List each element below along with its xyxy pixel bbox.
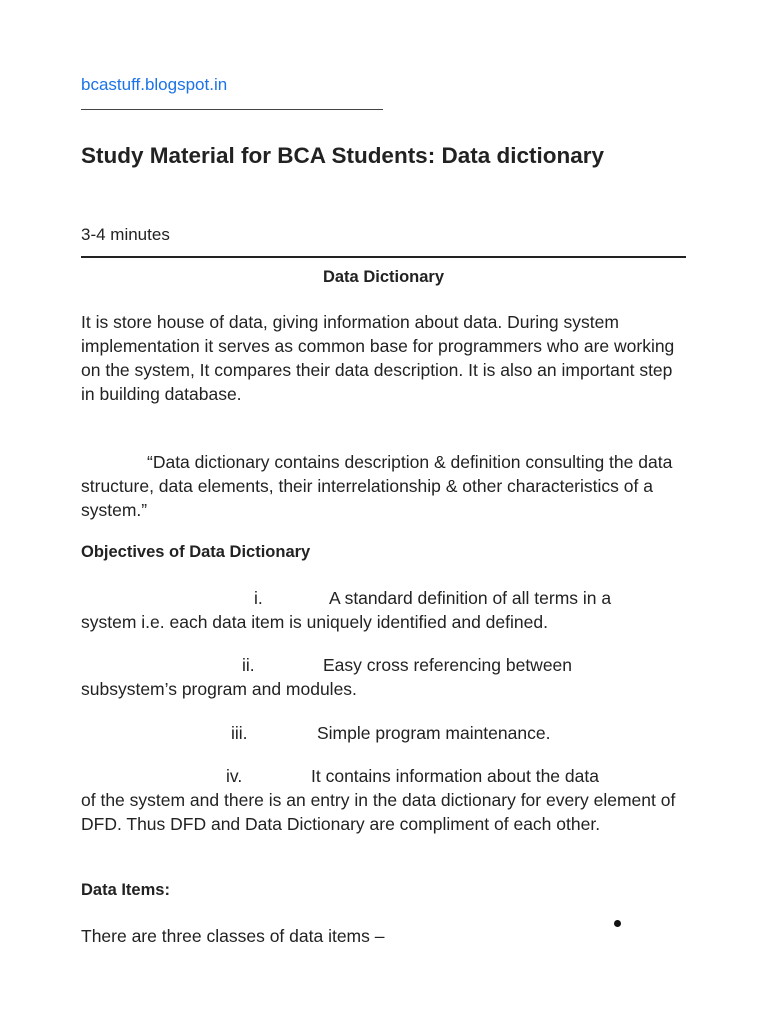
read-time: 3-4 minutes xyxy=(81,225,170,244)
quote-paragraph xyxy=(81,450,686,522)
page-title: Study Material for BCA Students: Data dictionary xyxy=(81,143,604,168)
objective-text-continued: system i.e. each data item is uniquely identified and defined. xyxy=(81,612,548,632)
header-divider xyxy=(81,256,686,258)
objective-number: iv. xyxy=(226,766,243,786)
objective-text: It contains information about the data xyxy=(311,766,599,786)
section-heading-data-dictionary: Data Dictionary xyxy=(322,268,445,286)
objective-number: ii. xyxy=(242,655,255,675)
bullet-dot xyxy=(614,920,621,927)
objective-text: A standard definition of all terms in a xyxy=(329,588,612,608)
link-divider xyxy=(81,109,383,110)
data-items-heading: Data Items: xyxy=(81,881,170,899)
objectives-heading: Objectives of Data Dictionary xyxy=(81,543,311,561)
site-link[interactable]: bcastuff.blogspot.in xyxy=(81,75,228,94)
objective-item xyxy=(81,653,686,701)
objective-item xyxy=(81,586,686,634)
objective-text-continued: subsystem’s program and modules. xyxy=(81,679,357,699)
objective-item xyxy=(81,721,686,745)
objective-text-continued: of the system and there is an entry in the data dictionary for every element of DFD. Thus DFD and Data Dictionary are compliment of each other. xyxy=(81,790,676,834)
quote-text: “Data dictionary contains description & definition consulting the data structure, data elements, their interrelationship & other characteristics of a system.” xyxy=(81,452,673,520)
objective-text: Easy cross referencing between xyxy=(323,655,573,675)
intro-paragraph: It is store house of data, giving information about data. During system implementation it serves as common base for programmers who are working on the system, It compares their data description. It is also an important step in building database. xyxy=(81,312,675,404)
objective-item xyxy=(81,764,686,836)
objective-number: i. xyxy=(254,588,263,608)
objective-number: iii. xyxy=(231,723,248,743)
objective-text: Simple program maintenance. xyxy=(317,723,551,743)
data-items-paragraph: There are three classes of data items – xyxy=(81,926,385,946)
